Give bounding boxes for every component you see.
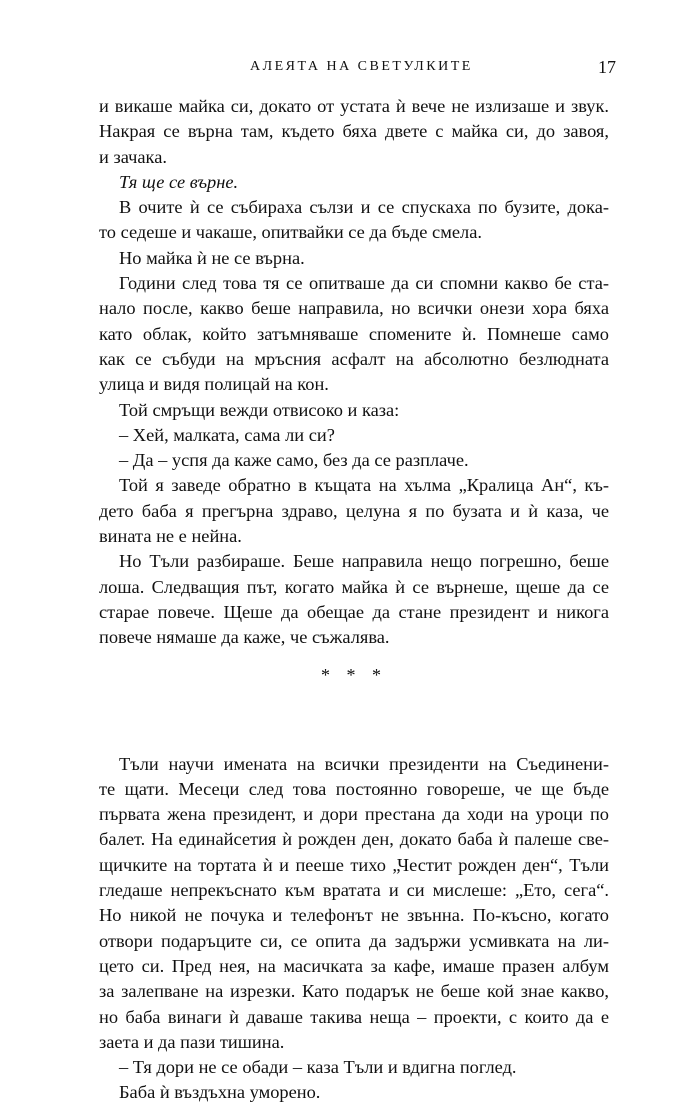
text-line: гледаше непрекъснато към вратата и си мислеше: „Ето, сега“. (99, 880, 609, 901)
text-line: Но майка ѝ не се върна. (119, 247, 305, 268)
text-line: заета и да пази тишина. (99, 1031, 285, 1052)
text-line: как се събуди на мръсния асфалт на абсолютно безлюдната (99, 348, 609, 369)
page-number: 17 (598, 57, 616, 77)
text-line: за залепване на изрезки. Като подарък не беше кой знае какво, (99, 981, 609, 1002)
running-title: АЛЕЯТА НА СВЕТУЛКИТЕ (250, 59, 473, 74)
text-line: В очите ѝ се събираха сълзи и се спускаха по бузите, дока- (119, 197, 609, 218)
text-line: лоша. Следващия път, когато майка ѝ се върнеше, щеше да се (99, 576, 609, 597)
text-line: Баба ѝ въздъхна уморено. (119, 1082, 321, 1103)
running-header (0, 55, 700, 79)
text-line: Години след това тя се опитваше да си спомни какво бе ста- (119, 273, 609, 294)
section-1 (99, 94, 609, 651)
text-line: цето си. Пред нея, на масичката за кафе, имаше празен албум (99, 955, 609, 976)
text-line: старае повече. Щеше да обещае да стане президент и никога (99, 601, 609, 622)
text-line: отвори подаръците си, се опита да задържи усмивката на ли- (99, 930, 609, 951)
text-body (99, 94, 609, 1106)
text-line: Но никой не почука и телефонът не звънна. По-късно, когато (99, 905, 609, 926)
separator-asterisks: * * * (321, 664, 387, 685)
text-line: Тъли научи имената на всички президенти на Съединени- (119, 753, 609, 774)
text-line: и зачака. (99, 146, 167, 167)
text-line: повече нямаше да каже, че съжалява. (99, 627, 390, 648)
text-line: балет. На единайсетия ѝ рожден ден, докато баба ѝ палеше све- (99, 829, 609, 850)
text-line: нало после, какво беше направила, но всички онези хора бяха (99, 298, 609, 319)
dialogue-line: – Тя дори не се обади – каза Тъли и вдигна поглед. (119, 1057, 517, 1078)
section-separator (99, 651, 609, 752)
text-line: Той смръщи вежди отвисоко и каза: (119, 399, 400, 420)
text-line: и викаше майка си, докато от устата ѝ вече не излизаше и звук. (99, 96, 609, 116)
section-2 (99, 752, 609, 1106)
text-line: щичките на тортата ѝ и пееше тихо „Честит рожден ден“, Тъли (99, 854, 609, 875)
text-line: Той я заведе обратно в къщата на хълма „Кралица Ан“, къ- (119, 475, 609, 496)
text-line: вината не е нейна. (99, 526, 242, 547)
text-line: то седеше и чакаше, опитвайки се да бъде смела. (99, 222, 482, 243)
text-line: но баба винаги ѝ даваше такива неща – проекти, с които да е (99, 1006, 609, 1027)
text-line-italic: Тя ще се върне. (119, 171, 239, 192)
text-line: те щати. Месеци след това постоянно говореше, че ще бъде (99, 778, 609, 799)
dialogue-line: – Хей, малката, сама ли си? (119, 424, 335, 445)
text-line: като облак, който затъмняваше спомените ѝ. Помнеше само (99, 323, 609, 344)
text-line: Но Тъли разбираше. Беше направила нещо погрешно, беше (119, 551, 609, 572)
text-line: Накрая се върна там, където бяха двете с майка си, до завоя, (99, 121, 609, 142)
text-line: първата жена президент, и дори престана да ходи на уроци по (99, 804, 609, 825)
dialogue-line: – Да – успя да каже само, без да се разплаче. (119, 450, 469, 471)
text-line: улица и видя полицай на кон. (99, 374, 329, 395)
text-line: дето баба я прегърна здраво, целуна я по бузата и ѝ каза, че (99, 500, 609, 521)
